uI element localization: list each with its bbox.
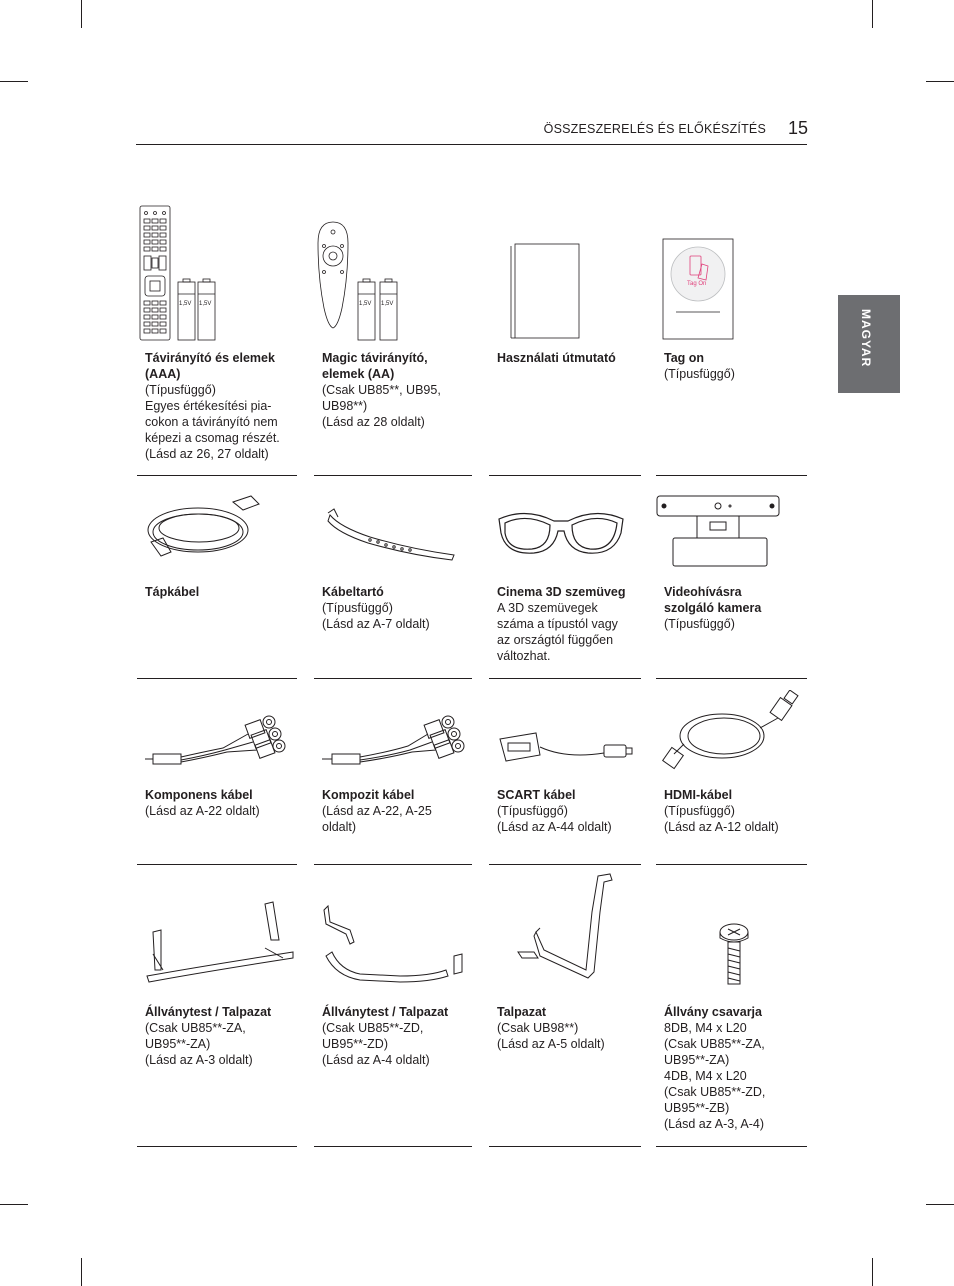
row-rule <box>314 678 472 679</box>
item-detail-line: (Lásd az A-3 oldalt) <box>145 1053 253 1067</box>
item-detail-line: (Típusfüggő) <box>497 804 568 818</box>
item-detail-line: (Lásd az A-44 oldalt) <box>497 820 612 834</box>
item-detail-line: (Csak UB85**, UB95, <box>322 383 441 397</box>
item-detail-line: UB98**) <box>322 399 368 413</box>
item-caption <box>664 1004 804 1132</box>
stand-body-za-illustration <box>143 900 295 985</box>
item-caption <box>497 350 637 366</box>
scart-cable-illustration <box>496 725 636 770</box>
item-title: HDMI-kábel <box>664 788 733 802</box>
item-caption <box>322 584 467 632</box>
item-title: Kompozit kábel <box>322 788 415 802</box>
row-rule <box>656 678 807 679</box>
item-detail-line: (Lásd az A-5 oldalt) <box>497 1037 605 1051</box>
item-detail-line: (Csak UB85**-ZA, <box>664 1037 765 1051</box>
hdmi-cable-illustration <box>662 690 802 770</box>
battery-label: 1,5V <box>359 301 372 307</box>
item-detail-line: (Lásd az A-4 oldalt) <box>322 1053 430 1067</box>
row-rule <box>489 678 641 679</box>
page-number: 15 <box>788 118 809 138</box>
item-caption <box>145 584 295 600</box>
crop-mark <box>0 81 28 82</box>
item-caption <box>664 350 804 382</box>
item-caption <box>322 1004 467 1068</box>
row-rule <box>137 678 297 679</box>
item-detail-line: az országtól függően <box>497 633 614 647</box>
item-title: Használati útmutató <box>497 351 616 365</box>
battery-label: 1,5V <box>381 301 394 307</box>
crop-mark <box>0 1204 28 1205</box>
item-title: Talpazat <box>497 1005 547 1019</box>
item-title: Tápkábel <box>145 585 200 599</box>
item-detail-line: (Típusfüggő) <box>322 601 393 615</box>
item-detail-line: UB95**-ZA) <box>145 1037 211 1051</box>
talpazat-illustration <box>514 872 620 984</box>
crop-mark <box>926 81 954 82</box>
header-rule <box>136 144 807 145</box>
crop-mark <box>872 1258 873 1286</box>
manual-illustration <box>505 240 585 340</box>
row-rule <box>656 1146 807 1147</box>
item-detail-line: (Lásd az A-12 oldalt) <box>664 820 779 834</box>
row-rule <box>489 864 641 865</box>
item-caption <box>145 787 295 819</box>
item-detail-line: 8DB, M4 x L20 <box>664 1021 747 1035</box>
item-title: szolgáló kamera <box>664 601 762 615</box>
item-detail-line: A 3D szemüvegek <box>497 601 598 615</box>
item-caption <box>664 787 804 835</box>
item-title: Kábeltartó <box>322 585 384 599</box>
camera-illustration <box>655 494 781 569</box>
row-rule <box>489 1146 641 1147</box>
component-cable-illustration <box>143 712 293 772</box>
item-detail-line: (Lásd az 26, 27 oldalt) <box>145 447 269 461</box>
item-caption <box>664 584 804 632</box>
crop-mark <box>81 0 82 28</box>
item-title: Videohívásra <box>664 585 742 599</box>
crop-mark <box>872 0 873 28</box>
item-title: Távirányító és elemek <box>145 351 275 365</box>
item-caption <box>497 584 642 664</box>
item-title: Állványtest / Talpazat <box>322 1005 449 1019</box>
crop-mark <box>81 1258 82 1286</box>
item-caption <box>322 787 467 835</box>
item-detail-line: (Lásd az A-3, A-4) <box>664 1117 765 1131</box>
row-rule <box>314 864 472 865</box>
item-title: SCART kábel <box>497 788 576 802</box>
row-rule <box>314 1146 472 1147</box>
row-rule <box>656 475 807 476</box>
row-rule <box>489 475 641 476</box>
item-detail-line: (Lásd az A-22 oldalt) <box>145 804 260 818</box>
item-detail-line: (Lásd az 28 oldalt) <box>322 415 425 429</box>
row-rule <box>314 475 472 476</box>
stand-screw-illustration <box>712 920 756 988</box>
row-rule <box>137 864 297 865</box>
power-cable-illustration <box>143 490 263 565</box>
row-rule <box>656 864 807 865</box>
item-caption <box>322 350 467 430</box>
row-rule <box>137 475 297 476</box>
item-detail-line: cokon a távirányító nem <box>145 415 278 429</box>
magic-remote-illustration <box>312 218 402 342</box>
item-detail-line: (Csak UB98**) <box>497 1021 579 1035</box>
battery-label: 1,5V <box>179 301 192 307</box>
item-detail-line: (Típusfüggő) <box>664 804 735 818</box>
item-caption <box>145 1004 295 1068</box>
item-detail-line: 4DB, M4 x L20 <box>664 1069 747 1083</box>
item-detail-line: képezi a csomag részét. <box>145 431 280 445</box>
item-title: Állványtest / Talpazat <box>145 1005 272 1019</box>
tag-on-sticker-text: Tag On <box>687 281 707 287</box>
item-caption <box>497 1004 637 1052</box>
remote-illustration <box>136 202 226 342</box>
composite-cable-illustration <box>318 712 468 772</box>
language-tab <box>838 295 900 393</box>
item-detail-line: (Típusfüggő) <box>145 383 216 397</box>
item-detail-line: (Csak UB85**-ZD, <box>322 1021 424 1035</box>
item-detail-line: változhat. <box>497 649 551 663</box>
crop-mark <box>926 1204 954 1205</box>
item-caption <box>145 350 295 462</box>
item-title: Cinema 3D szemüveg <box>497 585 626 599</box>
item-caption <box>497 787 637 835</box>
item-detail-line: Egyes értékesítési pia- <box>145 399 272 413</box>
stand-body-zd-illustration <box>320 900 470 985</box>
item-detail-line: (Lásd az A-7 oldalt) <box>322 617 430 631</box>
language-tab-label: MAGYAR <box>859 309 873 368</box>
item-detail-line: (Típusfüggő) <box>664 617 735 631</box>
item-title: (AAA) <box>145 367 181 381</box>
item-detail-line: (Csak UB85**-ZA, <box>145 1021 246 1035</box>
item-detail-line: (Típusfüggő) <box>664 367 735 381</box>
battery-label: 1,5V <box>199 301 212 307</box>
item-detail-line: UB95**-ZB) <box>664 1101 730 1115</box>
row-rule <box>137 1146 297 1147</box>
tag-on-illustration <box>662 238 734 340</box>
item-detail-line: UB95**-ZD) <box>322 1037 388 1051</box>
item-title: Magic távirányító, <box>322 351 428 365</box>
item-title: Komponens kábel <box>145 788 253 802</box>
section-title: ÖSSZESZERELÉS ÉS ELŐKÉSZÍTÉS <box>543 122 766 136</box>
item-detail-line: száma a típustól vagy <box>497 617 618 631</box>
item-title: elemek (AA) <box>322 367 395 381</box>
item-title: Állvány csavarja <box>664 1005 762 1019</box>
item-title: Tag on <box>664 351 705 365</box>
item-detail-line: oldalt) <box>322 820 357 834</box>
item-detail-line: UB95**-ZA) <box>664 1053 730 1067</box>
item-detail-line: (Lásd az A-22, A-25 <box>322 804 432 818</box>
cable-holder-illustration <box>320 505 460 565</box>
item-detail-line: (Csak UB85**-ZD, <box>664 1085 766 1099</box>
3d-glasses-illustration <box>496 505 626 565</box>
